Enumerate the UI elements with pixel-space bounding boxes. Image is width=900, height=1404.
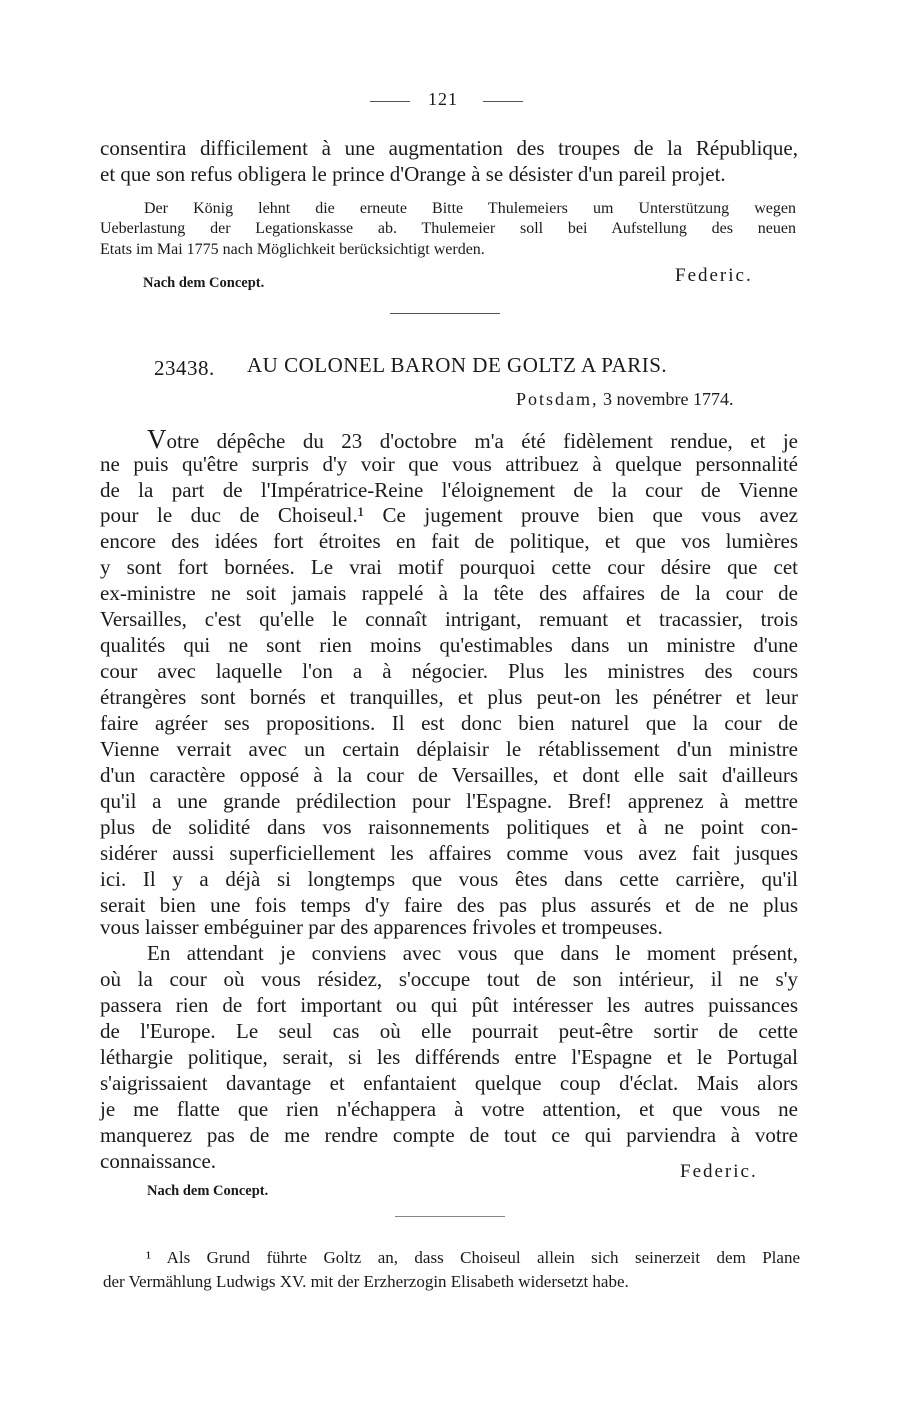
- body-line: pour le duc de Choiseul.¹ Ce jugement prouve bien que vous avez: [100, 503, 798, 527]
- body-line: faire agréer ses propositions. Il est donc bien naturel que la cour de: [100, 711, 798, 735]
- body-line: connaissance.: [100, 1149, 217, 1173]
- signature: Federic.: [680, 1161, 758, 1182]
- body-line: ici. Il y a déjà si longtemps que vous êtes dans cette carrière, qu'il: [100, 867, 798, 891]
- footnote-line: ¹ Als Grund führte Goltz an, dass Choiseul allein sich seinerzeit dem Plane: [146, 1248, 800, 1267]
- body-line: sidérer aussi superficiellement les affaires comme vous avez fait jusques: [100, 841, 798, 865]
- body-line: s'aigrissaient davantage et enfantaient quelque coup d'éclat. Mais alors: [100, 1071, 798, 1095]
- body-line: étrangères sont bornés et tranquilles, et plus peut-on les pénétrer et leur: [100, 685, 798, 709]
- header-rule-left: [370, 101, 410, 102]
- body-line: léthargie politique, serait, si les différends entre l'Espagne et le Portugal: [100, 1045, 798, 1069]
- body-line: passera rien de fort important ou qui pût intéresser les autres puissances: [100, 993, 798, 1017]
- body-line: ex-ministre ne soit jamais rappelé à la tête des affaires de la cour de: [100, 581, 798, 605]
- letter-title: AU COLONEL BARON DE GOLTZ A PARIS.: [247, 353, 668, 377]
- footnote-line: der Vermählung Ludwigs XV. mit der Erzherzogin Elisabeth widersetzt habe.: [103, 1272, 629, 1291]
- body-line: ne puis qu'être surpris d'y voir que vous attribuez à quelque personnalité: [100, 452, 798, 476]
- body-line: qu'il a une grande prédilection pour l'Espagne. Bref! apprenez à mettre: [100, 789, 798, 813]
- carry-over-line: consentira difficilement à une augmentation des troupes de la République,: [100, 136, 798, 160]
- body-line: y sont fort bornées. Le vrai motif pourquoi cette cour désire que cet: [100, 555, 798, 579]
- carry-over-line: et que son refus obligera le prince d'Orange à se désister d'un pareil projet.: [100, 162, 726, 186]
- first-line-rest: otre dépêche du 23 d'octobre m'a été fidèlement rendue, et je: [166, 429, 798, 453]
- body-line: vous laisser embéguiner par des apparences frivoles et trompeuses.: [100, 915, 663, 939]
- editor-note-line: Etats im Mai 1775 nach Möglichkeit berücksichtigt werden.: [100, 241, 485, 258]
- signature: Federic.: [675, 265, 753, 286]
- date: 3 novembre 1774.: [603, 389, 734, 409]
- page-number: 121: [428, 89, 458, 109]
- body-line: de l'Europe. Le seul cas où elle pourrait peut-être sortir de cette: [100, 1019, 798, 1043]
- place: Potsdam,: [516, 389, 599, 409]
- source-note: Nach dem Concept.: [143, 275, 265, 291]
- body-line: serait bien une fois temps d'y faire des pas plus assurés et de ne plus: [100, 893, 798, 917]
- section-divider: [390, 313, 500, 314]
- body-line: plus de solidité dans vos raisonnements politiques et à ne point con-: [100, 815, 798, 839]
- body-line: Versailles, c'est qu'elle le connaît intrigant, remuant et tracassier, trois: [100, 607, 798, 631]
- footnote-divider: [395, 1216, 505, 1217]
- body-line: qualités qui ne sont rien moins qu'estimables dans un ministre d'une: [100, 633, 798, 657]
- initial-letter: V: [147, 424, 167, 454]
- editor-note-line: Ueberlastung der Legationskasse ab. Thulemeier soll bei Aufstellung des neuen: [100, 220, 796, 237]
- body-line: de la part de l'Impératrice-Reine l'éloignement de la cour de Vienne: [100, 478, 798, 502]
- body-line: manquerez pas de me rendre compte de tout ce qui parviendra à votre: [100, 1123, 798, 1147]
- body-line: je me flatte que rien n'échappera à votre attention, et que vous ne: [100, 1097, 798, 1121]
- body-line: encore des idées fort étroites en fait de politique, et que vos lumières: [100, 529, 798, 553]
- letter-dateline: [516, 389, 734, 410]
- body-line: Vienne verrait avec un certain déplaisir le rétablissement d'un ministre: [100, 737, 798, 761]
- body-line: d'un caractère opposé à la cour de Versailles, et dont elle sait d'ailleurs: [100, 763, 798, 787]
- header-rule-right: [483, 101, 523, 102]
- body-line: En attendant je conviens avec vous que dans le moment présent,: [147, 941, 798, 965]
- body-line: où la cour où vous résidez, s'occupe tout de son intérieur, il ne s'y: [100, 967, 798, 991]
- source-note: Nach dem Concept.: [147, 1183, 269, 1199]
- paragraph-first-line: [147, 424, 798, 455]
- letter-number: 23438.: [154, 356, 215, 380]
- editor-note-line: Der König lehnt die erneute Bitte Thulemeiers um Unterstützung wegen: [144, 200, 796, 217]
- body-line: cour avec laquelle l'on a à négocier. Plus les ministres des cours: [100, 659, 798, 683]
